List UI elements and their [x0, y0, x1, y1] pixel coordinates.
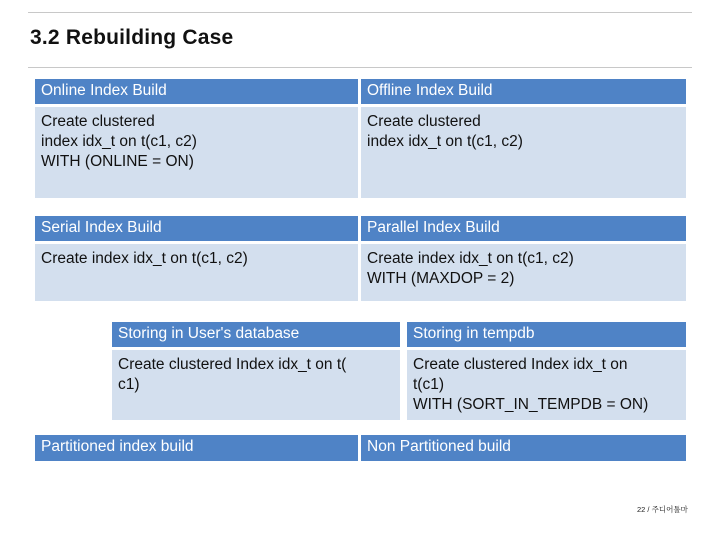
serial-index-build-header: Serial Index Build: [35, 216, 358, 241]
top-divider: [28, 12, 692, 13]
parallel-index-build-header: Parallel Index Build: [361, 216, 686, 241]
serial-index-build-body: Create index idx_t on t(c1, c2): [35, 244, 358, 301]
page-footer: 22 / 주디어툴마: [637, 505, 688, 514]
non-partitioned-build-header: Non Partitioned build: [361, 435, 686, 461]
online-index-build-header: Online Index Build: [35, 79, 358, 104]
online-index-build-body: Create clustered index idx_t on t(c1, c2) WITH (ONLINE = ON): [35, 107, 358, 198]
slide-title: 3.2 Rebuilding Case: [30, 26, 234, 49]
storing-tempdb-body: Create clustered Index idx_t on t(c1) WITH (SORT_IN_TEMPDB = ON): [407, 350, 686, 420]
offline-index-build-body: Create clustered index idx_t on t(c1, c2): [361, 107, 686, 198]
offline-index-build-header: Offline Index Build: [361, 79, 686, 104]
partitioned-index-build-header: Partitioned index build: [35, 435, 358, 461]
storing-user-database-body: Create clustered Index idx_t on t( c1): [112, 350, 400, 420]
storing-tempdb-header: Storing in tempdb: [407, 322, 686, 347]
title-divider: [28, 67, 692, 68]
parallel-index-build-body: Create index idx_t on t(c1, c2) WITH (MAXDOP = 2): [361, 244, 686, 301]
storing-user-database-header: Storing in User's database: [112, 322, 400, 347]
